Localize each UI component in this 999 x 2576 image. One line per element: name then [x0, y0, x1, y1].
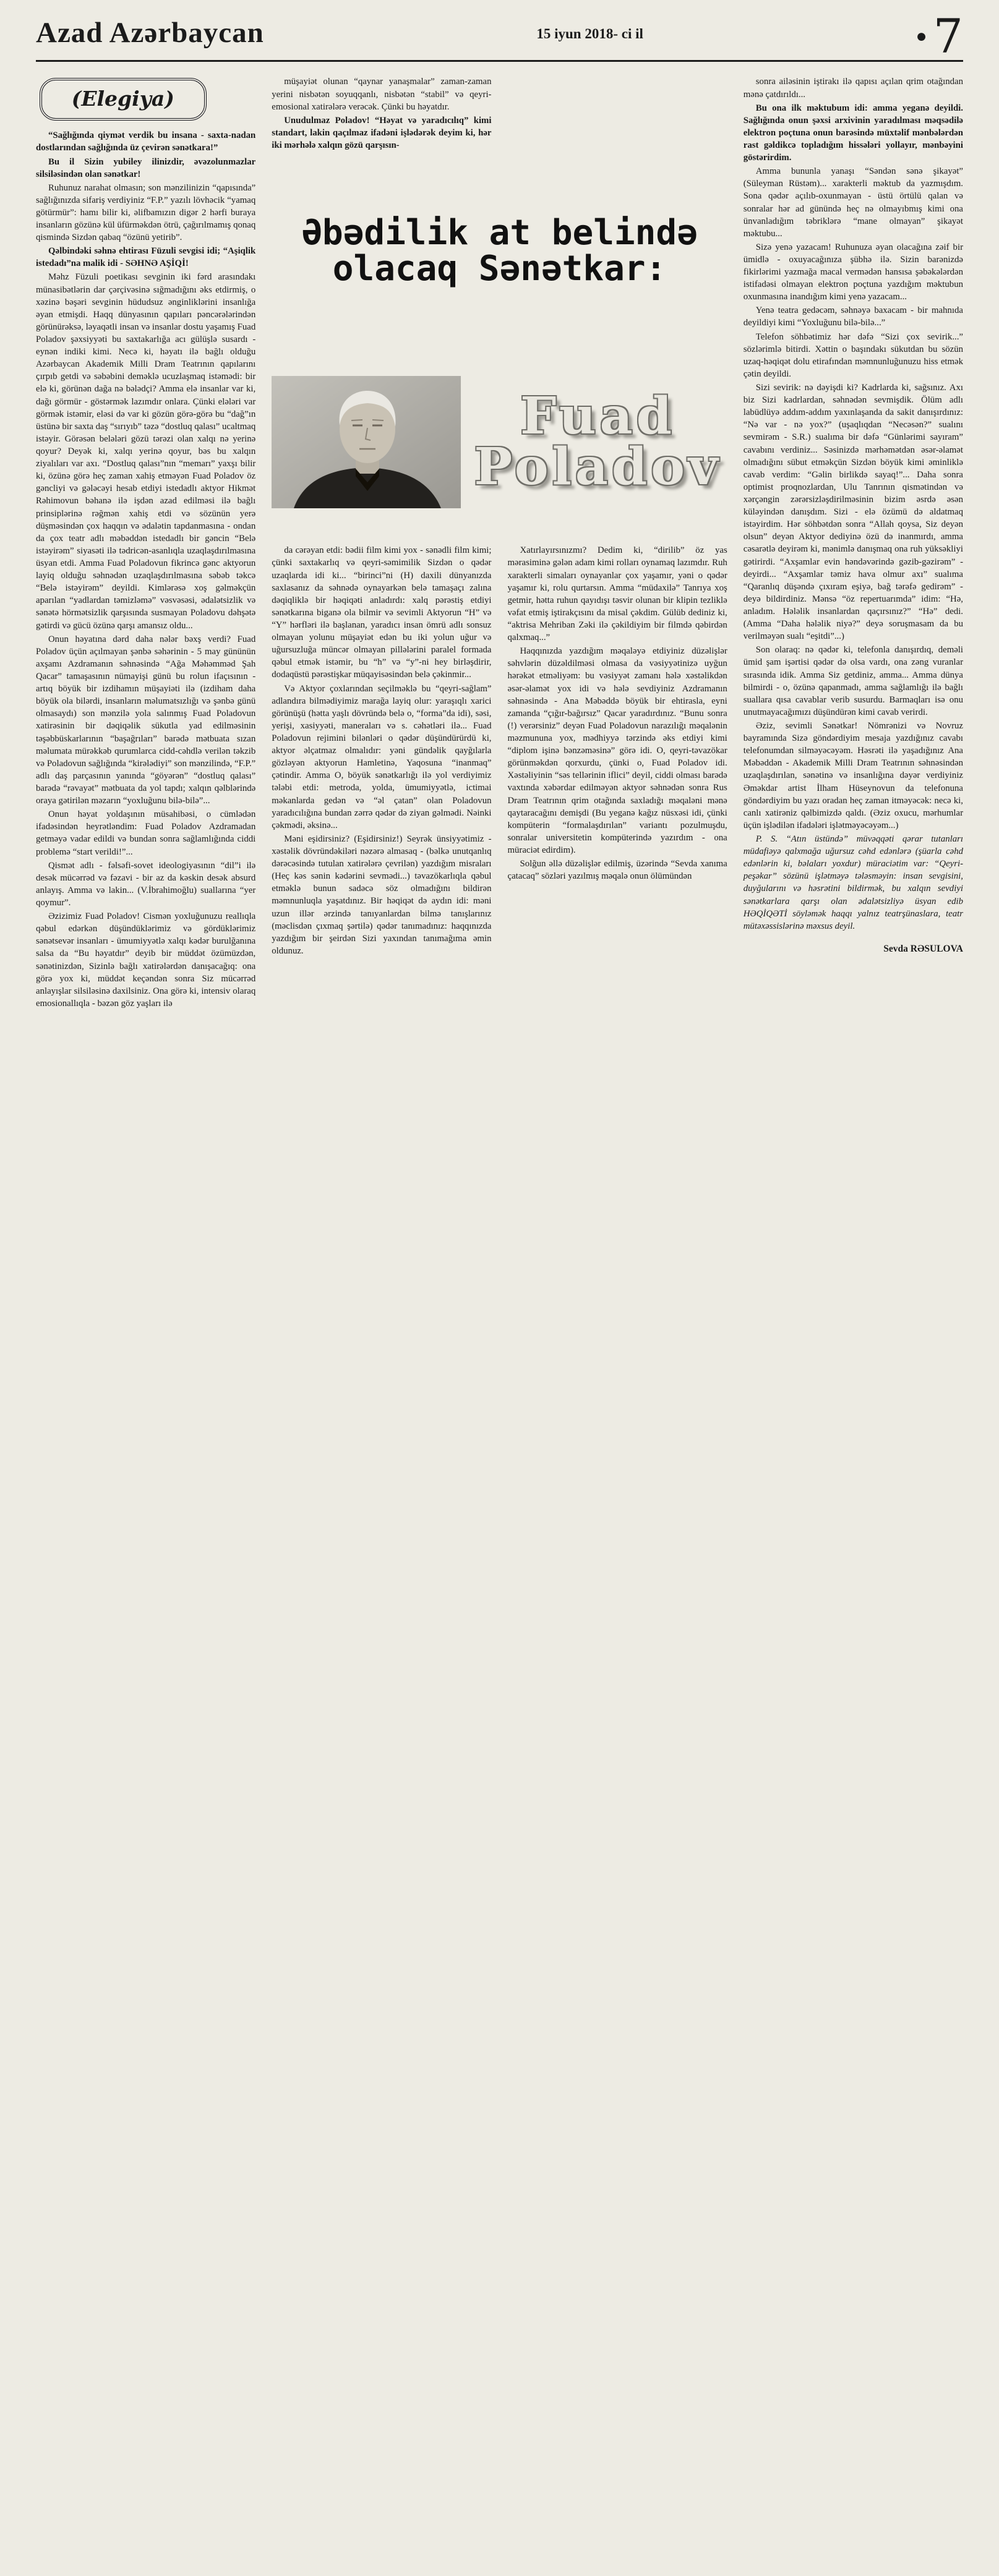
headline-name-first: Fuad: [520, 386, 675, 446]
newspaper-title: Azad Azərbaycan: [36, 17, 264, 49]
article-column-2-bottom: [272, 544, 491, 1011]
article-paragraph: Məhz Füzuli poetikası sevginin iki fərd arasındakı münasibətlərin dar çərçivəsinə sığmadığını əks etdirmiş, o xəzinə bəşəri sevginin hüdudsuz ənginliklərini insanlığa əyan etmişdi. Haqq dünyasının qapıları pəncərələrindən görünürəksə, ləyaqətli insan və insanlar dostu yaşamış Fuad Poladov şəxsiyyəti bu saxtakarlığa acı gülüşlə susardı - eynən indiki kimi. Necə ki, həyatı ilə bağlı olduğu Azərbaycan Akademik Milli Dram Teatrının qapılarını çırpıb getdi və səbəbini deməklə ucuzlaşmaq istəmədi: bir elə ki, görünən dağa nə bələdçi? Amma elə insanlar var ki, dağı görmür - göstərmək lazımdır onlara. Çünki elələri var görmək istəmir, eləsi də var ki gözün görə-görə bu “dağ”ın üstünə bir saxta daş “sırıyıb” təzə “dostluq qalası” ucaltmaq istəyir. Görəsən belələri gözü tərəzi olan xalqı nə yerinə qoyur? Deyək ki, xalqı yerinə qoyur, bəs bu xalqın ziyalıları var axı. “Dostluq qalası”nın “memarı” yaxşı bilir ki, özünə görə heç zaman xahiş etməyən Fuad Poladov öz gəncliyi və gələcəyi hesab etdiyi istedadlı aktyor Hikmət Rəhimovun bəhanə ilə işdən azad edilməsi ilə bağlı prinsiplərinə rəğmən xahiş etdi və sözünün yerə düşməsindən çox haqqın və ədalətin tapdanmasına - ondan da çox teatr adlı məbəddən istedadlı bir gəncin “Belə istəyirəm” siyasəti ilə tədricən-asanlıqla uzaqlaşdırılmasına üsyan etdi. Amma Fuad Poladovun fikrincə gənc aktyorun layiq olduğu səhnədən uzaqlaşdırılmasına səbəb təkcə “Belə istəyirəm” deyildi. Kimlərəsə xoş gəlməkçün aparılan “yadlardan təmizləmə” vəsvəsəsi, ədalətsizlik və sənətə hörmətsizlik qarşısında susmayan Poladovu dəhşətə gətirdi və gücü özünə qarşı amansız oldu...: [36, 272, 256, 631]
headline-line-2: olacaq Sənətkar:: [332, 249, 667, 289]
fuad-poladov-photo: [272, 376, 461, 508]
article-paragraph: Yenə teatra gedəcəm, səhnəyə baxacam - bir mahnıda deyildiyi kimi “Yoxluğunu bilə-bilə...”: [743, 305, 963, 328]
article-paragraph: Onun həyatına dərd daha nələr bəxş verdi? Fuad Poladov üçün açılmayan şənbə səhərinin - 5 may gününün axşamı Azdramanın səhnəsində “Ağa Məhəmməd Şah Qacar” tamaşasının nümayişi günü bu rolun ifaçısının - artıq böyük bir izdihamın müşayiəti ilə (izdiham daha böyük ola bilərdi, insanların məlumatsızlığı və şənbə günü olmasaydı) son mənzilə yola salınmış Fuad Poladovun xatirəsinin bir dəqiqəlik sükutla yad edilməsinin təşəbbüskarlarının “başağrıları” barədə mətbuata sızan məlumata mürəkkəb qurumlarca cidd-cəhdlə verilən təkzib və Poladovun sağlığında “kirələdiyi” son mənzilində, “F.P.” adlı daş parçasının yanında “göyərən” “dostluq qalası” barədə “rəvayət” mətbuata da yol tapdı; xalqın qəlblərində oraya gətirilən məzarın “yoxluğunu bilə-bilə”...: [36, 634, 256, 806]
issue-date: 15 iyun 2018- ci il: [536, 26, 643, 41]
article-paragraph: Qəlbindəki səhnə ehtirası Füzuli sevgisi idi; “Aşiqlik istedadı”na malik idi - SƏHNƏ AŞİQİ!: [36, 246, 256, 269]
portrait-illustration: [272, 376, 461, 508]
article-paragraph: Telefon söhbətimiz hər dəfə “Sizi çox sevirik...” sözlərimlə bitirdi. Xəttin o başındakı sükutdan bu sözün uzaq-həqiqət dolu etirafından məmnunluğunuzu hiss etmək çətin deyildi.: [743, 331, 963, 379]
page-number: 7: [933, 8, 963, 64]
article-headline: [272, 205, 727, 344]
article-paragraph: Unudulmaz Poladov! “Həyat və yaradıcılıq” kimi standart, lakin qaçılmaz ifadəni işlədərək deyim ki, hər iki mərhələ xalqın gözü qarşısın-: [272, 115, 492, 150]
article-column-2-top: [272, 75, 491, 205]
article-paragraph: Ruhunuz narahat olmasın; son mənzilinizin “qapısında” sağlığınızda sifariş verdiyiniz “F.P.” yazılı lövhəcik “yamaq götürmür”: hamı bilir ki, əlifbamızın digər 2 hərfi buraya insanların gözünə kül üfürməkdən ötrü, çağırılmamış qonaq qismində Sizdən qabaq “özünü yetirib”.: [36, 182, 256, 243]
article-paragraph: sonra ailəsinin iştirakı ilə qapısı açılan qrim otağından mənə çatdırıldı...: [743, 77, 963, 100]
article-paragraph: da cərəyan etdi: bədii film kimi yox - sənədli film kimi; çünki saxtakarlıq və qeyri-səmimilik Sizdən o qədər uzaqlarda idi ki... “birinci”ni (H) daxili dünyanızda saxlasanız da səhnədə oynayarkən belə tamaşaçı zalına dəqiqliklə bir həqiqəti anladırdı: xalq pərəstiş etdiyi sənətkarına biganə ola bilmir və sevimli Aktyorun “H” və “Y” hərfləri ilə başlanan, yaradıcı insan ömrü adlı sonsuz olmayan yolunu müşayiət edən bu iki yolun uğur və uğursuzluğa müncər olmayan pillələrini paralel formada qəbul etmək istəmir, bu “h” və “y”-ni hey birləşdirir, dodaqüstü pərəstişkar müqayisəsindən belə çəkinmir...: [272, 545, 492, 680]
article-paragraph: Əziz, sevimli Sənətkar! Nömrənizi və Novruz bayramında Sizə göndərdiyim mesaja yazdığınız cavabı telefonumdan silməyəcəyəm. Həsrəti ilə yaşadığınız Ana Məbəddən - Akademik Milli Dram Teatrının səhnəsindən uzaqlaşdırılan, sənətinə və insanlığına dəyər verdiyiniz Əməkdar artist İlham Hüseynovun da telefonuna göndərdiyim bu yazı oradan heç zaman itməyəcək: necə ki, canlı xatirəniz qəlbimizdə qaldı. (Əziz oxucu, mərhumlar üçün işlədilən ifadələri işlətməyəcəyəm...): [743, 720, 963, 830]
page-number-block: [915, 8, 963, 64]
section-badge: (Elegiya): [40, 78, 207, 121]
article-paragraph: Bu il Sizin yubiley ilinizdir, əvəzolunmazlar silsiləsindən olan sənətkar!: [36, 156, 256, 179]
article-paragraph: Bu ona ilk məktubum idi: amma yeganə deyildi. Sağlığında onun şəxsi arxivinin yaradılması məqsədilə elektron poçtuna onun barəsində müxtəlif mənbələrdən rast gəldikcə topladığım hissələri yollayır, mənbəyini göstərirdim.: [743, 103, 963, 163]
article-paragraph: Amma bununla yanaşı “Səndən sənə şikayət” (Süleyman Rüstəm)... xarakterli məktub da yazmışdım. Sona qədər açılıb-oxunmayan - üstü örtülü qalan və sonralar hər ad günündə heç nə olmayıbmış kimi ona ünvanladığım təbriklərə “mane olmayan” şikayət məktubu...: [743, 166, 963, 239]
article-paragraph: Haqqınızda yazdığım məqaləyə etdiyiniz düzəlişlər səhvlərin düzəldilməsi olmasa da vəsiyyətinizə uyğun hərəkət etməliyəm: bu vəsiyyət zamanı hələ xəstəlikdən əsər-əlamət yox idi və hələ sevdiyiniz Azdramanın səhnəsində - Ana Məbəddə böyük bir ehtirasla, eyni zamanda “çığır-bağırsız” Qacar yaradırdınız. “Bunu sonra (!) verərsiniz” deyən Fuad Poladovun narazılığı məqalənin məzmununa yox, mədhiyyə tərzində əks etdiyi kimi “diplom işinə bənzəməsinə” görə idi. O, qeyri-təvazökar görünməkdən qorxurdu, çünki o, Fuad Poladov idi. Xəstəliyinin “səs tellərinin iflici” deyil, ciddi olması barədə vaxtında xəbərdar edilməyən aktyor səhnədən sonra Rus Dram Teatrının qrim otağında saxladığı məqaləni mənə qaytaracağını demişdi (Bu yeganə kağız nüsxəsi idi, çünki kompüterin “formalaşdırılan” variantı pozulmuşdu, sonralar universitetin kompüterində yazırdım - ona müraciət edirdim).: [507, 646, 727, 855]
article-paragraph: Sizi sevirik: nə dəyişdi ki? Kadrlarda ki, sağsınız. Axı biz Sizi kadrlardan, səhnədən sevmişdik. Ölüm adlı labüdlüyə addım-addım yaxınlaşanda da sakit danışırdınız: “Nə var - nə yox?” (uşaqlıqdan “Necəsən?” sualını sevmirəm - S.R.) sualıma bir dəfə “Günlərimi sayıram” cavabını verdiniz... Səsinizdə mərhəmətdən əsər-əlamət olmadığını sübut etməkçün Sizdən böyük kimi əminliklə cavab verdim: “Gəlin birlikdə sayaq!”... Daha sonra optimist proqnozlardan, Ulu Tanrının qismətindən və xərçəngin zərərsizləşdirilməsinin bizim əsrdə əsən küləyindən danışdım. Sizi - elə özümü də aldatmaq istəyirdim. Hər söhbətdən sonra “Allah qoysa, Siz deyən olsun” deyən Aktyor dediyinə özü də inanmırdı, amma cəsarətlə deyirəm ki, mənimlə danışmaq ona ruh yüksəkliyi gətirirdi. “Axşamlar evin həndəvərində gəzib-gəzirəm” - deyirdi... “Axşamlar təmiz hava olmur axı” sualıma “Qaranlıq düşəndə çıxıram eşiyə, bağ tərəfə gedirəm” - deyə bildirdiniz. Mənsə “öz repertuarımda” idim: “Hə, anladım. Hələlik insanlardan qaçırsınız?” “Hə” dedi. (Amma “Daha hələlik niyə?” deyə soruşmasam da bu verilməyən sualı “eşitdi”...): [743, 383, 963, 642]
byline-author: Sevda RƏSULOVA: [883, 943, 963, 954]
article-paragraph: “Sağlığında qiymət verdik bu insana - saxta-nadan dostlarından sağlığında üz çevirən sənətkara!”: [36, 130, 256, 153]
headline-whitespace: [508, 75, 727, 205]
masthead: [36, 8, 963, 64]
headline-line-1: Əbədilik at belində: [301, 213, 698, 253]
article-paragraph: Qismət adlı - fəlsəfi-sovet ideologiyasının “dil”i ilə desək mücərrəd və fəzavi - bir az da kəskin desək absurd anlayış. Amma və lakin... (V.İbrahimoğlu) suallarına “yer qoymur”.: [36, 860, 256, 908]
article-paragraph: Məni eşidirsiniz? (Eşidirsiniz!) Seyrək ünsiyyətimiz - xəstəlik dövründəkiləri nəzərə almasaq - (bəlkə unutqanlıq dərəcəsində tutulan xatirələrə çevrilən) yazdığım misraları (Heç kəs sənin kədərini sevmədi...) təvazökarlıqla qəbul etməklə bunun sadəcə söz olmadığını bildirən məmnunluqla yaşatdınız. Bir həqiqət də aydın idi: məni uzun illər ərzində tanıyanlardan bilmə tanışlarınız (məclisdən çıxmaq şərtilə) qədər tanımadınız: haqqınızda yazdığım bir şeirdən Sizi yaxından tanımağıma əmin oldunuz.: [272, 834, 492, 956]
column-4-paragraphs: [744, 75, 963, 932]
article-paragraph: Onun həyat yoldaşının müsahibəsi, o cümlədən ifadəsindən heyrətləndim: Fuad Poladov Azdramadan getməyə vadar edildi və bundan sonra sağlamlığında ciddi problemə “start verildi!”...: [36, 809, 256, 857]
article-body: [36, 62, 963, 1011]
article-column-4: [744, 75, 963, 1011]
article-column-1: [36, 75, 255, 1011]
article-column-3-bottom: [508, 544, 727, 1011]
article-paragraph: Solğun əllə düzəlişlər edilmiş, üzərində “Sevda xanıma çatacaq” sözləri yazılmış məqalə onun ölümündən: [507, 859, 727, 882]
article-paragraph: Son olaraq: nə qədər ki, telefonla danışırdıq, deməli ümid şam işərtisi qədər də olsa vardı, ona zəng vuranlar sırasında idik. Amma Siz getdiniz, amma... Amma dünya bilmirdi - o, özünə qapanmadı, amma sağlamlığı ilə bağlı suallara qısa cavablar verib susurdu. Barmaqları isə onu unutmayacağımızı düşündürən kimi cavab verirdi.: [743, 645, 963, 717]
article-paragraph: Xatırlayırsınızmı? Dedim ki, “dirilib” öz yas mərasiminə gələn adam kimi rolları oynamaq lazımdır. Ruh xarakterli simaları oynayanlar çox yaşamır, yəni o qədər yaşamır ki, rolu qurtarsın. Amma “müdaxilə” Tanrıya xoş getmir, hətta ruhun qayıdışı təsvir olunan bir klipin tezliklə vəfat etmiş iştirakçısını da misal çəkdim. Gülüb dediniz ki, “aktrisa Mehriban Zəki ilə çəkildiyim bir filmdə qəbirdən qalxmaq...”: [507, 545, 727, 643]
photo-and-name-block: [272, 344, 727, 544]
article-paragraph: Sizə yenə yazacam! Ruhunuza əyan olacağına zəif bir ümidlə - oxuyacağınıza şübhə ilə. Sizin barənizdə fikirlərimi yazmağa macal vermədən hansısa şəbəkələrdən istifadəsi olmayan elektron poçtuna yazdığım məktubun oxunmasına inandığım kimi yenə yazacam...: [743, 242, 963, 302]
article-paragraph: Əzizimiz Fuad Poladov! Cismən yoxluğunuzu reallıqla qəbul edərkən düşündüklərimiz və gördüklərimiz sənətsevər insanları - ümumiyyətlə xalqı kədər burulğanına salsa da “Bu həyatdır” deyib bir müddət özümüzdən, sənətinizdən, Sizinlə bağlı xatirələrdən danışacağıq: ona görə yox ki, müddət keçəndən sonra Siz mücərrəd anlayışlar silsiləsinə daxilsiniz. Ona görə ki, intensiv olaraq emosionallıqla - bəzən göz yaşları ilə: [36, 911, 256, 1009]
headline-name-last: Poladov: [474, 437, 722, 497]
bullet-icon: ●: [915, 26, 927, 46]
article-paragraph: müşayiət olunan “qaynar yanaşmalar” zaman-zaman yerini nisbətən soyuqqanlı, nisbətən “stabil” və qeyri-emosional xatirələrə verəcək. Çünki bu həyatdır.: [272, 77, 492, 112]
column-1-paragraphs: [36, 129, 255, 1010]
article-paragraph: Və Aktyor çoxlarından seçilməklə bu “qeyri-sağlam” adlandıra bilmədiyimiz marağa layiq olur: yaraşıqlı xarici görünüşü (hətta yaşlı dövründə belə o, “forma”da idi), səsi, yerişi, xasiyyəti, maneraları və s. cəhətləri ilə... Fuad Poladovun rejimini bilənləri o qədər düşündürürdü ki, aktyor əlçatmaz olmalıdır: yəni gündəlik qayğılarla gözləyən aktyorun Hamletinə, Yaqosuna “inanmaq” çətindir. Amma O, böyük sənətkarlığı ilə yol verdiyimiz tələbi etdi: metroda, yolda, ümumiyyətlə, ictimai məkanlarda gedən və “əl çatan” olan Poladovun yaradıcılığına bundan zərrə qədər də ziyan gəlmədi. Nəinki çəkmədi, əksinə...: [272, 683, 492, 830]
article-paragraph: P. S. “Atın üstündə” müvəqqəti qərar tutanları müdafiəyə qalxmağa uğursuz cəhd edənlərə (şüarla cəhd edənlərin ki, bəlaları yoxdur) müraciətim var: “Qeyri-peşəkar” sözünü işlətməyə tələsməyin: insan sevgisini, duyğularını və həsrətini bildirmək, bu xalqın sevdiyi sənətkarlara qarşı olan ədalətsizliyə üsyan edib HƏQİQƏTİ söyləmək haqqı yalnız teatrşünaslara, teatr mütəxəssislərinə məxsus deyil.: [743, 834, 963, 931]
headline-name-block: [468, 386, 727, 497]
